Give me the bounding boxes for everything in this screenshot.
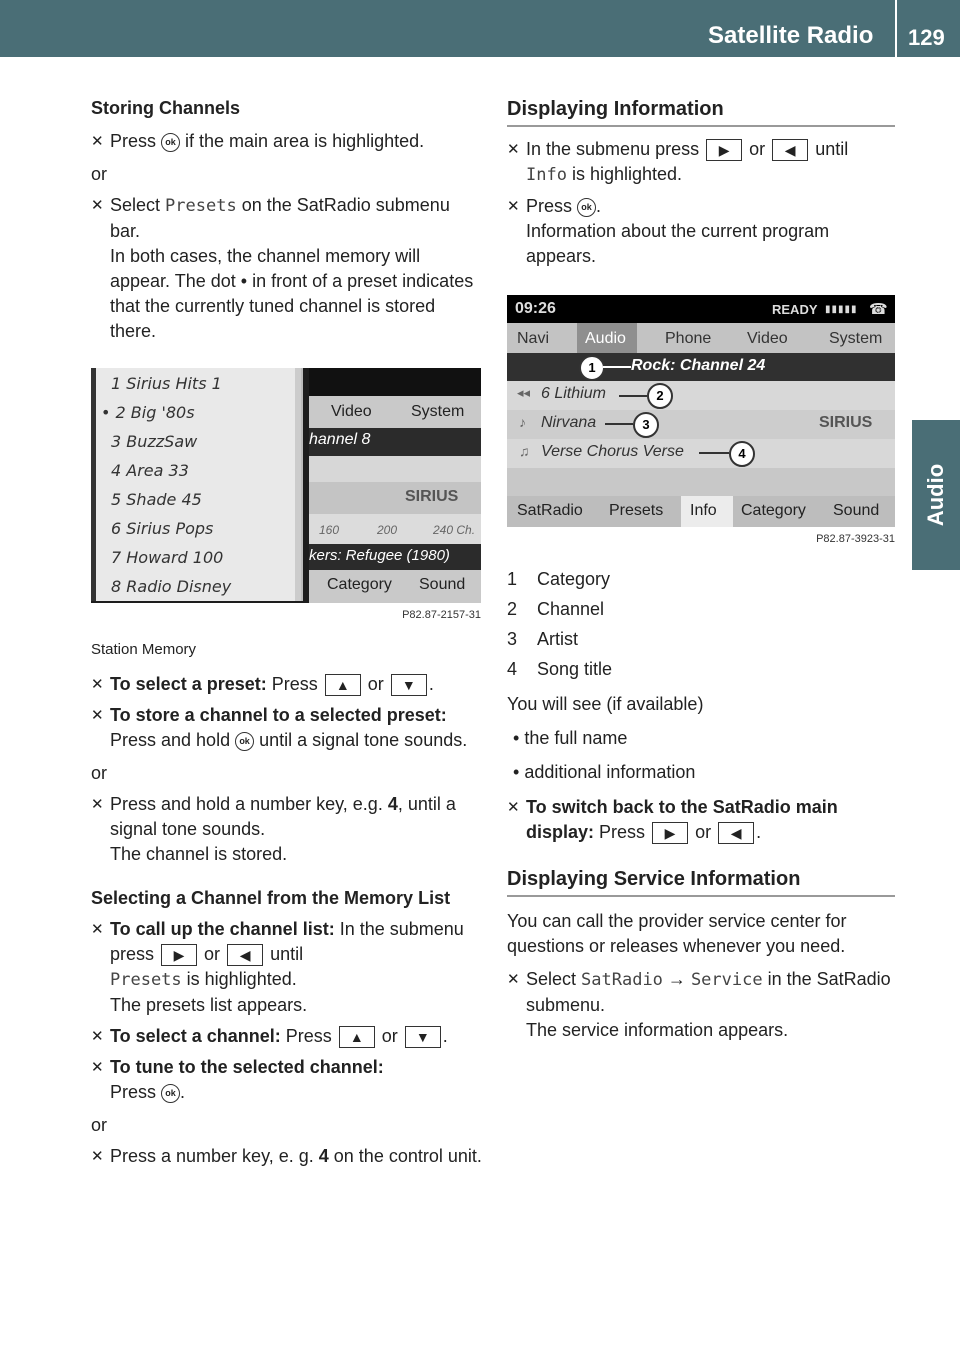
step-submenu-info: ✕ In the submenu press ▶ or ◀ until Info is highlighted.: [507, 139, 849, 185]
tab-sound: Sound: [419, 576, 466, 593]
step-select-channel: ✕ To select a channel: Press ▲ or ▼ .: [91, 1024, 483, 1049]
signal-icon: ▮▮▮▮▮: [825, 304, 858, 315]
callout-4: 4: [729, 441, 755, 467]
phone-icon: ☎: [869, 301, 888, 318]
or-text: or: [91, 1115, 108, 1135]
menu-video: Video: [331, 403, 372, 420]
you-will-see: You will see (if available): [507, 694, 704, 714]
or-text: or: [91, 164, 108, 184]
song-row: Verse Chorus Verse: [541, 443, 684, 460]
clock: 09:26: [515, 300, 556, 317]
figure-caption: Station Memory: [91, 641, 197, 658]
ok-button-icon: ok: [161, 133, 180, 152]
step-press-ok-info: ✕ Press ok . Information about the current program appears.: [507, 196, 830, 266]
now-playing: kers: Refugee (1980): [309, 547, 450, 564]
right-column: [507, 95, 895, 1043]
preset-item: 4 Area 33: [111, 461, 189, 480]
step-text: Press ok if the main area is highlighted.: [110, 131, 425, 151]
ok-button-icon: ok: [577, 198, 596, 217]
down-arrow-key-icon: ▼: [405, 1026, 441, 1048]
header-divider: [895, 0, 897, 57]
step-marker-icon: ✕: [91, 1148, 104, 1165]
step-label: To call up the channel list:: [110, 919, 335, 939]
preset-item: 5 Shade 45: [111, 490, 202, 509]
legend-item: 4 Song title: [507, 659, 613, 679]
preset-item: • 2 Big '80s: [101, 403, 195, 422]
step-hold-number: ✕ Press and hold a number key, e.g. 4, until a signal tone sounds. The channel is stored.: [91, 794, 456, 864]
info-screenshot: [507, 295, 895, 527]
ok-button-icon: ok: [161, 1084, 180, 1103]
step-marker-icon: ✕: [507, 799, 520, 816]
step-marker-icon: ✕: [91, 707, 104, 724]
step-marker-icon: ✕: [91, 133, 104, 150]
step-label: To switch back to the SatRadio main display:: [526, 797, 838, 842]
step-note: The service information appears.: [526, 1020, 789, 1040]
or-text: or: [91, 763, 108, 783]
station-memory-screenshot: [91, 368, 481, 603]
service-intro: You can call the provider service center for questions or releases whenever you need.: [507, 911, 847, 956]
channel-row: 6 Lithium: [541, 385, 606, 402]
service-heading: Displaying Service Information: [507, 865, 895, 897]
satradio-code: SatRadio: [581, 970, 663, 990]
scrollbar: [295, 368, 301, 601]
status-ready: READY: [772, 302, 818, 317]
callout-2: 2: [647, 383, 673, 409]
artist-row: Nirvana: [541, 414, 597, 431]
info-code: Info: [526, 165, 567, 185]
legend-item: 1 Category: [507, 569, 611, 589]
legend-item: 2 Channel: [507, 599, 605, 619]
preset-item: 6 Sirius Pops: [111, 519, 214, 538]
scale-240: 240 Ch.: [433, 523, 476, 537]
figure-code: P82.87-3923-31: [816, 533, 895, 545]
step-marker-icon: ✕: [91, 197, 104, 214]
service-code: Service: [690, 970, 763, 990]
menu-system: System: [411, 403, 465, 420]
step-marker-icon: ✕: [507, 198, 520, 215]
preset-item: 3 BuzzSaw: [111, 432, 198, 451]
preset-item: 8 Radio Disney: [111, 577, 232, 596]
step-marker-icon: ✕: [91, 1059, 104, 1076]
left-arrow-key-icon: ◀: [772, 139, 808, 161]
step-note: The presets list appears.: [110, 995, 308, 1015]
left-arrow-key-icon: ◀: [227, 944, 263, 966]
sat-radio-background: [309, 368, 481, 603]
step-label: To store a channel to a selected preset:: [110, 705, 447, 725]
menu-phone: Phone: [665, 330, 712, 347]
step-switch-back: ✕ To switch back to the SatRadio main display: Press ▶ or ◀ .: [507, 795, 895, 845]
bullet-item: • the full name: [513, 728, 628, 748]
presets-code: Presets: [165, 196, 237, 216]
step-select-preset: ✕ To select a preset: Press ▲ or ▼ .: [91, 672, 483, 697]
tab-info: Info: [690, 502, 717, 519]
step-marker-icon: ✕: [91, 921, 104, 938]
displaying-info-heading: Displaying Information: [507, 95, 895, 127]
step-label: To tune to the selected channel:: [110, 1057, 384, 1077]
step-number-key: ✕ Press a number key, e. g. 4 on the control unit.: [91, 1144, 483, 1169]
artist-icon: ♪: [519, 414, 526, 430]
callout-1: 1: [579, 355, 605, 381]
step-select-service: ✕ Select SatRadio → Service in the SatRadio submenu. The service information appears.: [507, 969, 891, 1040]
menu-system: System: [829, 330, 883, 347]
step-marker-icon: ✕: [91, 676, 104, 693]
chapter-title: Satellite Radio: [708, 22, 874, 49]
page-header: [0, 0, 960, 57]
step-marker-icon: ✕: [507, 971, 520, 988]
step-note: In both cases, the channel memory will appear. The dot • in front of a preset indicates that the currently tuned channel is stored there.: [110, 246, 474, 341]
page-number: 129: [908, 25, 945, 50]
tab-satradio: SatRadio: [517, 502, 583, 519]
step-note: The channel is stored.: [110, 844, 288, 864]
step-label: To select a preset:: [110, 674, 267, 694]
up-arrow-key-icon: ▲: [339, 1026, 375, 1048]
step-select-presets: [91, 193, 483, 344]
preset-item: 7 Howard 100: [111, 548, 224, 567]
menu-audio: Audio: [585, 330, 626, 347]
scale-200: 200: [377, 523, 398, 537]
bullet-item: • additional information: [513, 762, 696, 782]
channel-label: hannel 8: [309, 431, 371, 448]
category-row: Rock: Channel 24: [631, 357, 766, 374]
tab-sound: Sound: [833, 502, 880, 519]
select-heading: Selecting a Channel from the Memory List: [91, 888, 451, 908]
sirius-logo: SIRIUS: [405, 488, 459, 505]
step-marker-icon: ✕: [91, 796, 104, 813]
step-marker-icon: ✕: [91, 1028, 104, 1045]
step-text-pre: Select: [110, 195, 166, 215]
menu-navi: Navi: [517, 330, 550, 347]
preset-item: 1 Sirius Hits 1: [111, 374, 222, 393]
song-number-icon: ◂◂: [517, 385, 531, 400]
step-store-channel: ✕ To store a channel to a selected preset: Press and hold ok until a signal tone sounds.: [91, 705, 468, 750]
step-label: To select a channel:: [110, 1026, 281, 1046]
list-edge: [91, 368, 96, 601]
callout-legend: [507, 567, 895, 682]
right-arrow-key-icon: ▶: [706, 139, 742, 161]
preset-list: [91, 368, 303, 601]
step-marker-icon: ✕: [507, 141, 520, 158]
step-call-list: ✕ To call up the channel list: In the submenu press ▶ or ◀ until Presets is highlighted. The presets list appears.: [91, 919, 464, 1015]
tab-presets: Presets: [609, 502, 664, 519]
tab-category: Category: [327, 576, 392, 593]
menu-video: Video: [747, 330, 788, 347]
up-arrow-key-icon: ▲: [325, 674, 361, 696]
left-arrow-key-icon: ◀: [718, 822, 754, 844]
storing-heading: Storing Channels: [91, 98, 241, 118]
legend-item: 3 Artist: [507, 629, 579, 649]
figure-code: P82.87-2157-31: [402, 609, 481, 621]
section-side-tab: [912, 420, 960, 570]
ok-button-icon: ok: [235, 732, 254, 751]
side-tab-label: Audio: [923, 463, 949, 527]
step-press-ok: [91, 129, 483, 154]
song-icon: ♫: [519, 443, 530, 459]
sirius-logo: SIRIUS: [819, 414, 873, 431]
presets-code: Presets: [110, 970, 182, 990]
tab-category: Category: [741, 502, 806, 519]
right-arrow-key-icon: ▶: [161, 944, 197, 966]
step-note: Information about the current program appears.: [526, 221, 830, 266]
down-arrow-key-icon: ▼: [391, 674, 427, 696]
step-tune: ✕ To tune to the selected channel: Press ok .: [91, 1057, 384, 1102]
step-text-post: on the SatRadio submenu bar.: [110, 195, 450, 241]
right-arrow-key-icon: ▶: [652, 822, 688, 844]
scale-160: 160: [319, 523, 340, 537]
callout-3: 3: [633, 412, 659, 438]
left-column: [91, 95, 483, 1169]
